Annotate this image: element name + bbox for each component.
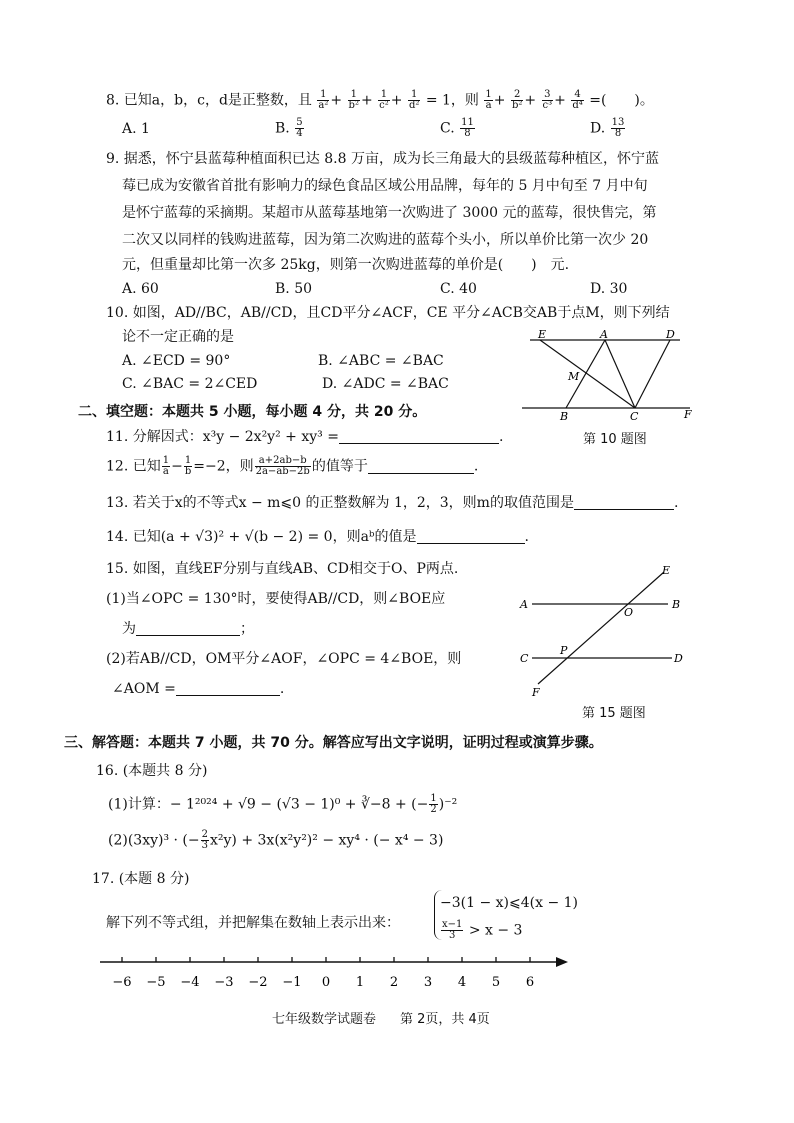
number-line-tick-label: 5 [491, 975, 501, 990]
q17-ineq2-num: x−1 [442, 919, 463, 930]
q9-option-c: C. 40 [440, 281, 477, 297]
q14 [106, 528, 529, 546]
q16-part-1-den: 2 [430, 804, 437, 815]
q17-inequality-2 [440, 920, 522, 941]
q10-option-d: D. ∠ADC = ∠BAC [322, 376, 449, 392]
q13-text: 13. 若关于x的不等式x − m⩽0 的正整数解为 1，2，3，则m的取值范围是 [106, 495, 574, 511]
q8-option-d-label: D. [590, 120, 606, 137]
number-line-tick-label: −1 [282, 975, 302, 990]
q9-option-b: B. 50 [275, 281, 313, 297]
fraction: $\frac{2}{\text{b²}}$ [511, 89, 523, 111]
q8-stem-end: =( )。 [589, 92, 654, 109]
section-2-title: 二、填空题：本题共 5 小题，每小题 4 分，共 20 分。 [78, 404, 427, 420]
q11-text: 11. 分解因式：x³y − 2x²y² + xy³ = [106, 429, 339, 445]
q12-mid: =−2，则 [193, 458, 254, 475]
q15-line-4: (2)若AB//CD，OM平分∠AOF，∠OPC = 4∠BOE，则 [106, 651, 462, 667]
fraction [201, 830, 209, 851]
number-line-tick-label: 6 [525, 975, 535, 990]
line-CD [635, 340, 670, 408]
q16-part-2-b: x²y) + 3x(x²y²)² − xy⁴ · (− x⁴ − 3) [210, 832, 444, 849]
q16-part-1-num: 1 [430, 793, 437, 804]
q16-part-1-end: )⁻² [438, 796, 458, 813]
q10-label-d: D [666, 328, 675, 341]
q8-option-c [440, 118, 476, 139]
line-EF [538, 572, 664, 684]
q10-line-2: 论不一定正确的是 [122, 329, 234, 345]
answer-blank[interactable] [417, 529, 525, 544]
fraction: $\frac{1}{\text{c²}}$ [379, 89, 389, 111]
q8-option-a: A. 1 [122, 121, 150, 137]
fraction: $\frac{1}{b}$ [184, 455, 192, 477]
q8-b-num: 5 [296, 117, 303, 128]
fraction [255, 456, 311, 477]
q10-label-m: M [568, 370, 580, 383]
fraction: $\frac{4}{\text{d⁴}}$ [572, 89, 583, 111]
q10-label-e: E [538, 328, 547, 341]
q15-line-5-end: . [279, 681, 285, 697]
q15-caption: 第 15 题图 [582, 706, 646, 721]
answer-blank[interactable] [136, 621, 240, 636]
q15-line-3 [122, 620, 254, 638]
q15-label-b: B [672, 598, 681, 611]
fraction: $\frac{1}{a}$ [485, 89, 492, 111]
q8-c-den: 8 [464, 128, 471, 139]
fraction: $\frac{3}{\text{c³}}$ [542, 89, 553, 111]
q17-inequality-1: −3(1 − x)⩽4(x − 1) [440, 895, 578, 911]
q15-line-5 [112, 680, 284, 698]
q10-line-1: 10. 如图，AD//BC，AB//CD，且CD平分∠ACF，CE 平分∠ACB交AB于点M，则下列结 [106, 305, 670, 321]
q16-part-1 [108, 794, 457, 815]
number-line-arrow [556, 957, 568, 967]
q15-label-p: P [560, 644, 568, 657]
answer-blank[interactable] [574, 495, 674, 510]
q8-d-den: 8 [614, 128, 622, 139]
q16-part-2 [108, 830, 443, 851]
number-line-tick-label: −3 [214, 975, 234, 990]
number-line-tick-label: −6 [112, 975, 132, 990]
q9-option-d: D. 30 [590, 281, 628, 297]
q9-line-2: 莓已成为安徽省首批有影响力的绿色食品区域公用品牌，每年的 5 月中旬至 7 月中旬 [122, 178, 648, 194]
q13-end: . [673, 495, 679, 511]
q10-option-c: C. ∠BAC = 2∠CED [122, 376, 258, 392]
q15-figure [518, 564, 698, 699]
q17-header: 17. (本题 8 分) [92, 871, 190, 887]
q15-label-f: F [532, 686, 540, 699]
q16-part-2-a: (2)(3xy)³ · (− [108, 832, 200, 849]
q15-label-o: O [624, 606, 634, 619]
q13 [106, 494, 678, 512]
q16-part-2-den: 3 [201, 840, 208, 851]
q9-line-5: 元，但重量却比第一次多 25kg，则第一次购进蓝莓的单价是( ) 元. [122, 257, 570, 273]
q12-post: 的值等于 [311, 458, 368, 475]
number-line-tick-label: 0 [321, 975, 331, 990]
q16-part-1-text: (1)计算：− 1²⁰²⁴ + √9 − (√3 − 1)⁰ + ∛−8 + (− [108, 796, 429, 813]
q17-ineq2-rest: > x − 3 [468, 922, 523, 939]
q12-end: . [473, 458, 479, 475]
q9-line-4: 二次又以同样的钱购进蓝莓，因为第二次购进的蓝莓个头小，所以单价比第一次少 20 [122, 232, 649, 248]
footer-page: 第 2页，共 4页 [400, 1012, 490, 1027]
q15-line-3-text: 为 [122, 621, 136, 637]
q9-line-3: 是怀宁蓝莓的采摘期。某超市从蓝莓基地第一次购进了 3000 元的蓝莓，很快售完，第 [122, 205, 657, 221]
q10-label-b: B [560, 410, 569, 423]
line-EC [540, 340, 635, 408]
q14-end: . [524, 529, 529, 545]
q12-pre: 12. 已知 [106, 458, 161, 475]
answer-blank[interactable] [176, 681, 280, 696]
answer-blank[interactable] [368, 459, 474, 474]
fraction [429, 794, 437, 815]
q8-stem: 8. 已知a，b，c，d是正整数，且 $\frac{1}{\text{a²}}$ + $\frac{1}{\text{b²}}$ + $\frac{1}{\text{c²}}$ + $\frac{1}{\text{d²}}$ = 1，则 $\frac{1}{a}$ + $\frac{2}{\text{b²}}$ + $\frac{3}{\text{c³}}$ + $\frac{4}{\text{d⁴}}$ =( )。 [106, 89, 654, 111]
fraction [611, 118, 626, 139]
q15-line-1: 15. 如图，直线EF分别与直线AB、CD相交于O、P两点. [106, 561, 459, 577]
fraction: $\frac{1}{\text{a²}}$ [318, 89, 329, 111]
q12-den: 2a−ab−2b [255, 466, 310, 477]
q12: 12. 已知 $\frac{1}{a}$ − $\frac{1}{b}$ =−2，则 $\frac{a+2ab-b}{2a-ab-2b}$ 的值等于 . [106, 455, 479, 477]
q17-prompt: 解下列不等式组，并把解集在数轴上表示出来： [106, 915, 400, 931]
q16-header: 16. (本题共 8 分) [96, 763, 208, 779]
fraction [295, 118, 303, 139]
q8-b-den: 4 [296, 128, 303, 139]
q10-option-a: A. ∠ECD = 90° [122, 353, 231, 369]
footer-title: 七年级数学试题卷 [272, 1012, 377, 1027]
q15-line-2: (1)当∠OPC = 130°时，要使得AB//CD，则∠BOE应 [106, 591, 446, 607]
q8-option-d [590, 118, 626, 139]
q10-figure [520, 328, 700, 423]
q15-label-a: A [520, 598, 528, 611]
q15-line-5-text: ∠AOM = [112, 681, 176, 697]
q10-label-c: C [630, 410, 639, 423]
number-line-tick-label: −2 [248, 975, 268, 990]
q9-option-a: A. 60 [122, 281, 159, 297]
q14-text: 14. 已知(a + √3)² + √(b − 2) = 0，则aᵇ的值是 [106, 529, 417, 545]
q9-line-1: 9. 据悉，怀宁县蓝莓种植面积已达 8.8 万亩，成为长三角最大的县级蓝莓种植区，怀宁蓝 [106, 151, 659, 167]
q15-label-d: D [674, 652, 683, 665]
q11 [106, 428, 503, 446]
number-line-tick-label: 4 [457, 975, 467, 990]
q8-option-c-label: C. [440, 120, 455, 137]
q10-label-a: A [600, 328, 608, 341]
q11-end: . [498, 429, 504, 445]
fraction: $\frac{1}{\text{d²}}$ [408, 89, 420, 111]
q16-part-2-num: 2 [201, 829, 208, 840]
fraction [460, 118, 475, 139]
q8-option-b-label: B. [275, 120, 290, 137]
q10-label-f: F [684, 408, 692, 421]
number-line-tick-label: 2 [389, 975, 399, 990]
q8-stem-text: 8. 已知a，b，c，d是正整数，且 [106, 92, 312, 109]
q8-option-b [275, 118, 305, 139]
q15-line-3-end: ； [240, 621, 254, 637]
section-3-title: 三、解答题：本题共 7 小题，共 70 分。解答应写出文字说明，证明过程或演算步骤。 [64, 735, 603, 751]
q12-num: a+2ab−b [255, 456, 311, 467]
number-line-tick-label: 1 [355, 975, 365, 990]
fraction: $\frac{1}{a}$ [162, 455, 170, 477]
number-line-tick-label: 3 [423, 975, 433, 990]
q8-c-num: 11 [461, 117, 474, 128]
q15-label-c: C [520, 652, 529, 665]
number-line-tick-label: −4 [180, 975, 200, 990]
number-line[interactable] [100, 952, 580, 992]
q10-option-b: B. ∠ABC = ∠BAC [318, 353, 444, 369]
answer-blank[interactable] [339, 429, 499, 444]
number-line-tick-label: −5 [146, 975, 166, 990]
q15-label-e: E [662, 564, 671, 577]
q8-d-num: 13 [611, 117, 625, 128]
q17-ineq2-den: 3 [449, 930, 456, 941]
q8-stem-eq: = 1，则 [425, 92, 479, 109]
fraction: $\frac{1}{\text{b²}}$ [348, 89, 359, 111]
q10-caption: 第 10 题图 [583, 432, 647, 447]
fraction [441, 920, 463, 941]
